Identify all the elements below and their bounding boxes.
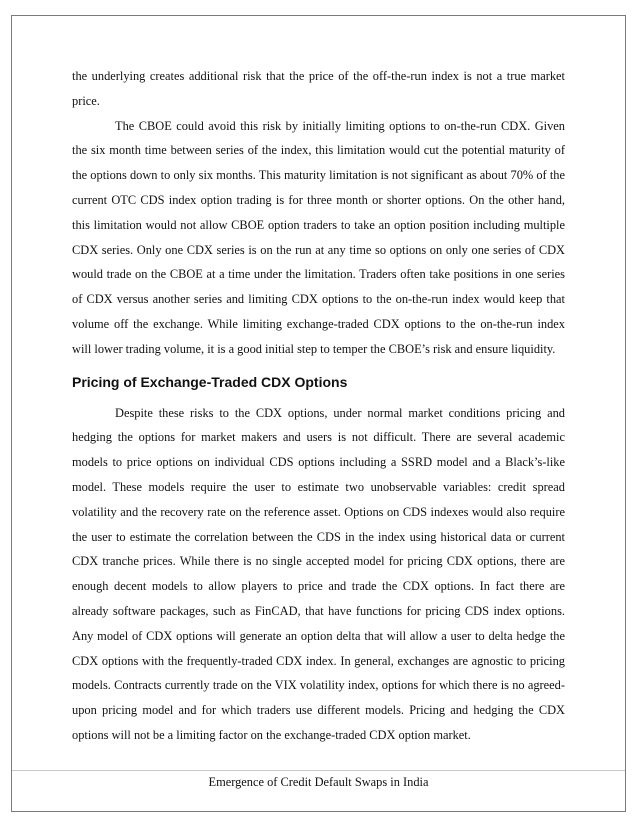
page-footer: Emergence of Credit Default Swaps in India	[208, 775, 429, 789]
document-body	[72, 64, 565, 748]
section-heading: Pricing of Exchange-Traded CDX Options	[72, 373, 348, 390]
paragraph-cboe-risk: The CBOE could avoid this risk by initially limiting options to on-the-run CDX. Given the six month time between series of the index, this limitation would cut the potential maturity of the options down to only six months. This maturity limitation is not significant as about 70% of the current OTC CDS index option trading is for three month or shorter options. On the other hand, this limitation would not allow CBOE option traders to take an option position including multiple CDX series. Only one CDX series is on the run at any time so options on only one series of CDX would trade on the CBOE at a time under the limitation. Traders often take positions in one series of CDX versus another series and limiting CDX options to the on-the-run index would keep that volume off the exchange. While limiting exchange-traded CDX options to the on-the-run index will lower trading volume, it is a good initial step to temper the CBOE’s risk and ensure liquidity.	[72, 118, 565, 356]
paragraph-pricing: Despite these risks to the CDX options, under normal market conditions pricing and hedging the options for market makers and users is not difficult. There are several academic models to price options on individual CDS options including a SSRD model and a Black’s-like model. These models require the user to estimate two unobservable variables: credit spread volatility and the recovery rate on the reference asset. Options on CDS indexes would also require the user to estimate the correlation between the CDS in the index using historical data or current CDX tranche prices. While there is no single accepted model for pricing CDX options, there are enough decent models to allow players to price and trade the CDX options. In fact there are already software packages, such as FinCAD, that have functions for pricing CDS index options. Any model of CDX options will generate an option delta that will allow a user to delta hedge the CDX options with the frequently-traded CDX index. In general, exchanges are agnostic to pricing models. Contracts currently trade on the VIX volatility index, options for which there is no agreed-upon pricing model and for which traders use different models. Pricing and hedging the CDX options will not be a limiting factor on the exchange-traded CDX option market.	[72, 405, 565, 742]
paragraph-continuation: the underlying creates additional risk that the price of the off-the-run index is not a true market price.	[72, 69, 565, 108]
footer-rule	[12, 770, 625, 771]
